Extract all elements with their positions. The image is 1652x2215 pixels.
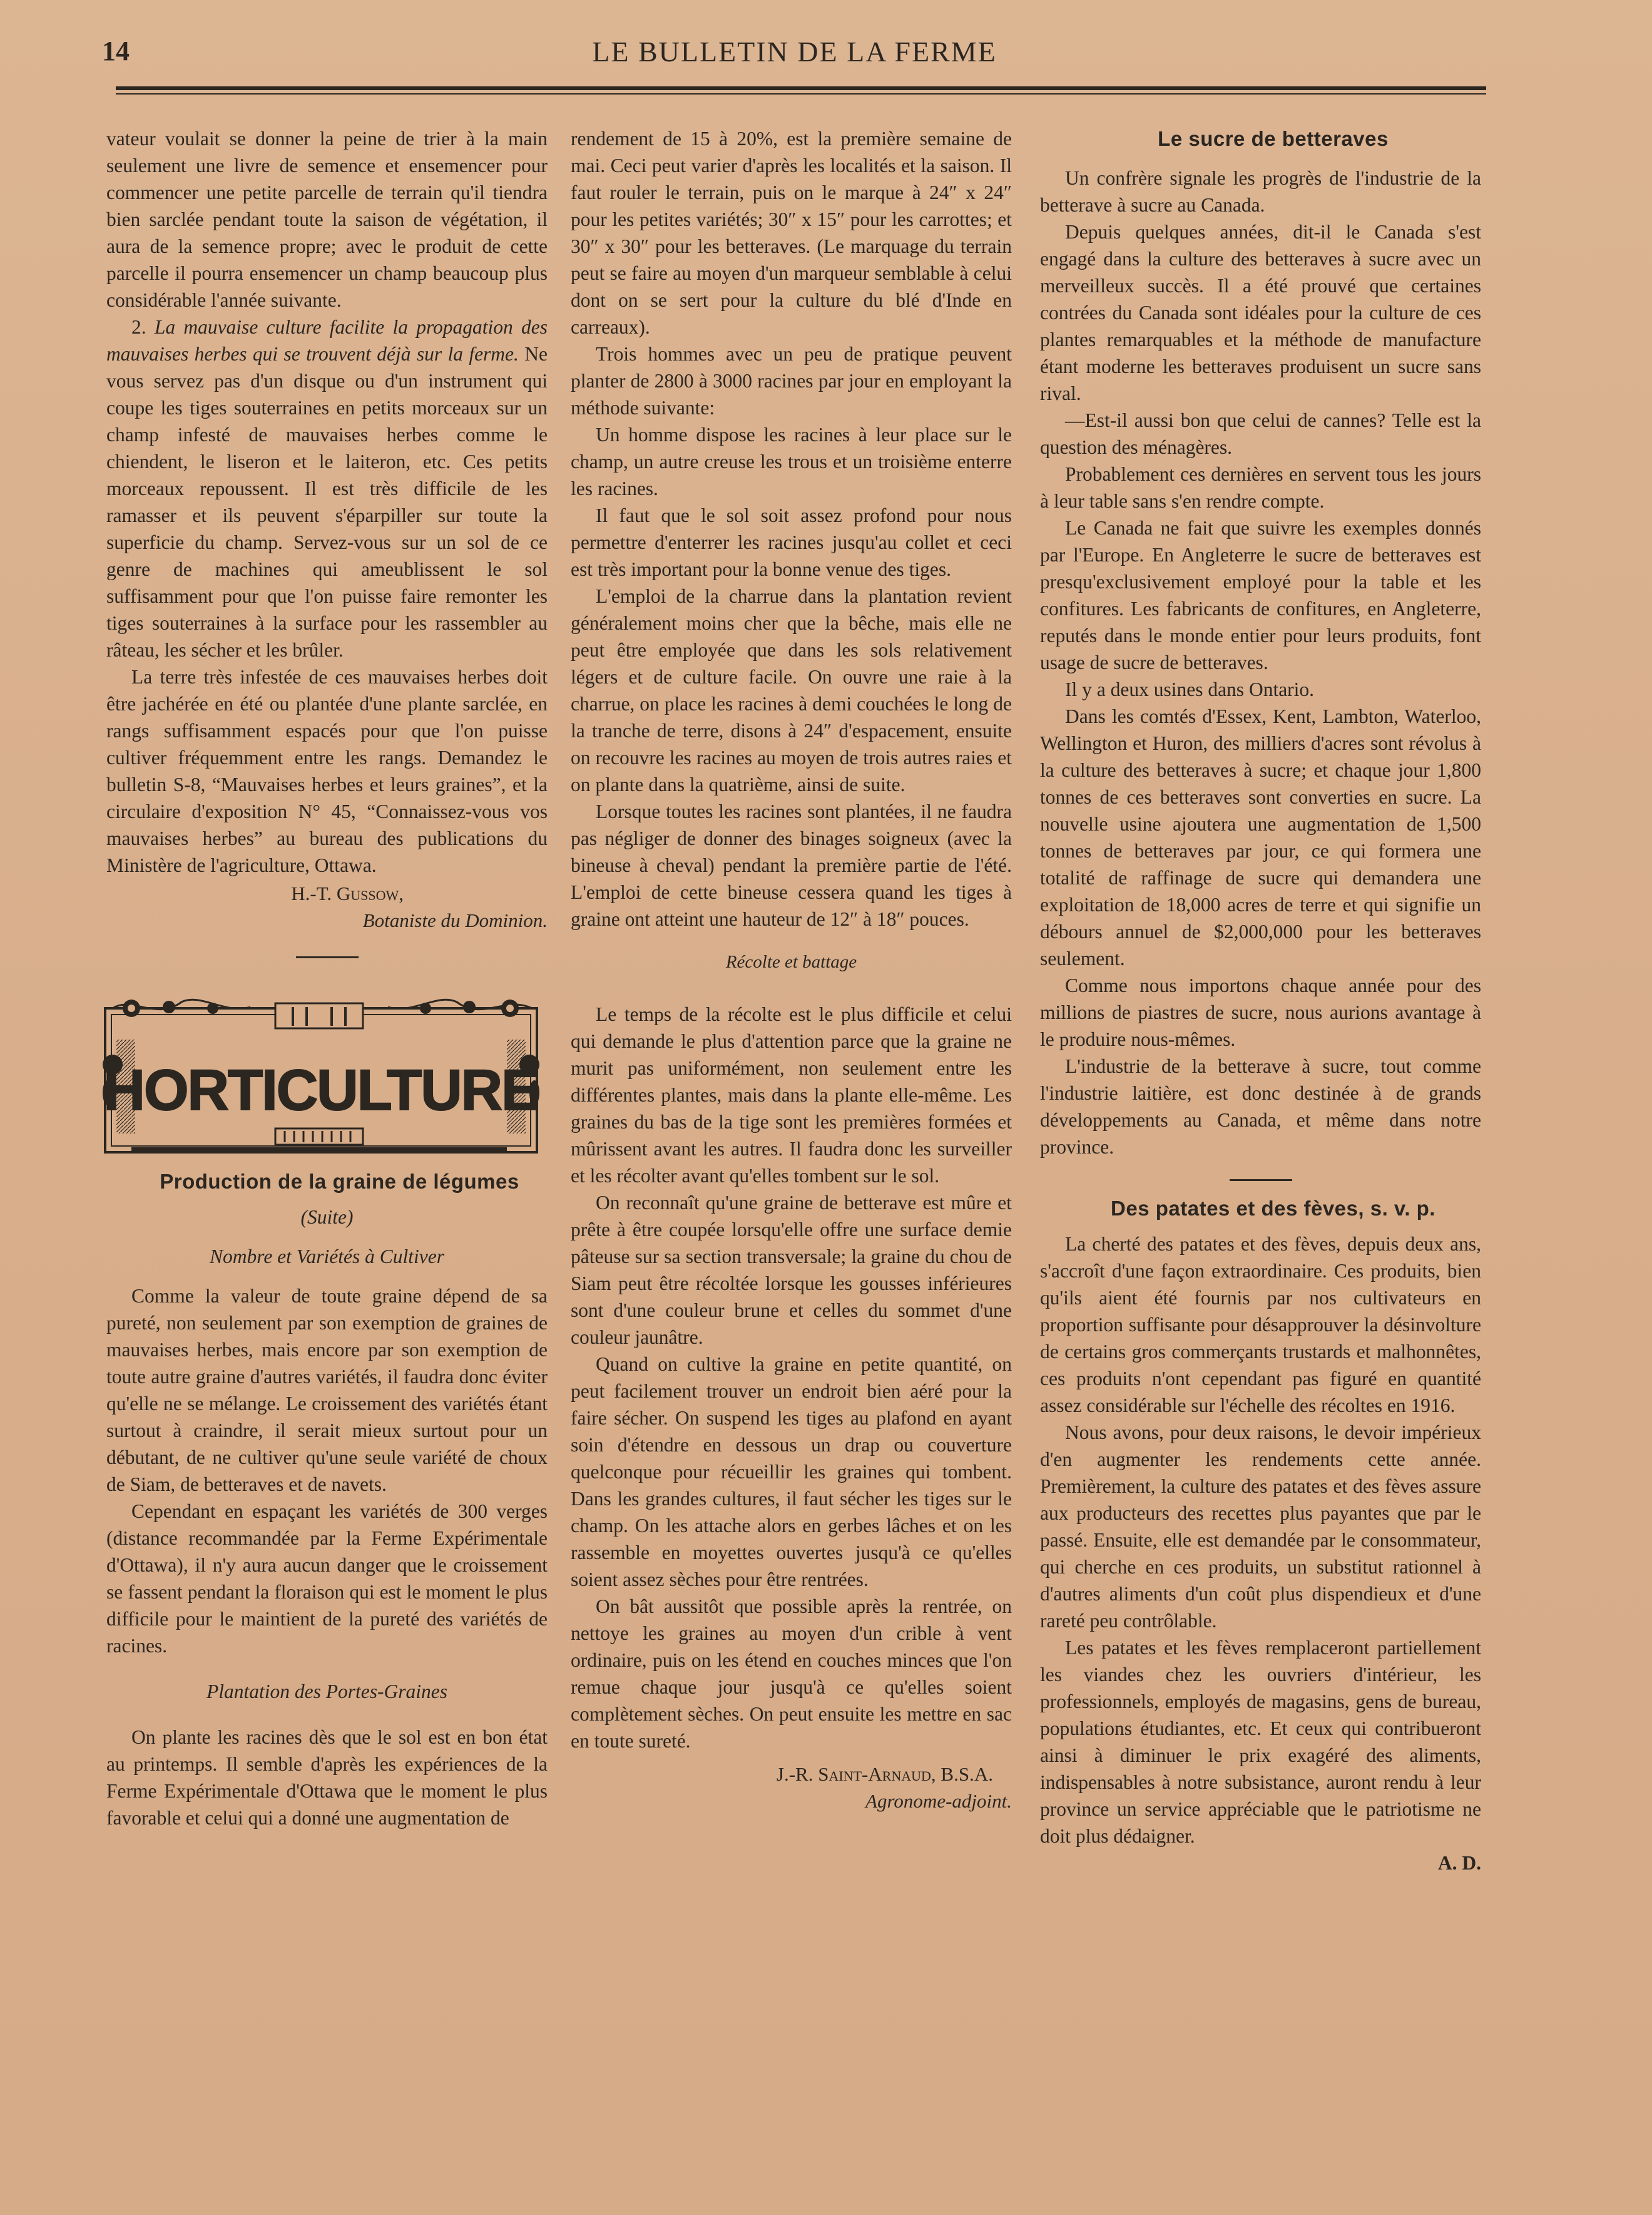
paragraph: vateur voulait se donner la peine de trier à la main seulement une livre de semence et ensemencer pour commencer une petite parcelle de terrain qu'il tiendra bien sarclée pendant toute la saison de végétation, il aura de la semence propre; avec le produit de cette parcelle il pourra ensemencer un champ beaucoup plus considérable l'année suivante.	[106, 128, 548, 311]
signature-name: H.-T. Gussow,	[291, 882, 404, 904]
banner-word: HORTICULTURE	[103, 1058, 539, 1122]
paragraph: Lorsque toutes les racines sont plantées, il ne faudra pas négliger de donner des binages soigneux (avec la bineuse à cheval) pendant la première partie de l'été. L'emploi de cette bineuse cessera quand les tiges à graine ont atteint une hauteur de 12″ à 18″ pouces.	[571, 801, 1012, 930]
signature-role: Botaniste du Dominion.	[362, 909, 548, 931]
paragraph: Comme nous importons chaque année pour des millions de piastres de sucre, nous aurions avantage à le produire nous-mêmes.	[1040, 974, 1481, 1050]
paragraph: L'emploi de la charrue dans la plantation revient généralement moins cher que la bêche, mais elle ne peut être employée que dans les sols relativement légers et de culture facile. On ouvre une raie à la charrue, on place les racines à demi couchées le long de la tranche de terre, disons à 24″ d'espacement, ensuite on recouvre les racines au moyen de trois autres raies et on plante dans la quatrième, ainsi de suite.	[571, 585, 1012, 795]
paragraph: Nous avons, pour deux raisons, le devoir impérieux d'en augmenter les rendements cette année. Premièrement, la culture des patates et des fèves assure aux producteurs des recettes plus payantes que par le passé. Ensuite, elle est demandée par le consommateur, qui cherche en ces produits, un substitut rationnel à d'autres aliments d'un coût plus dispendieux et d'une rareté peu contrôlable.	[1040, 1421, 1481, 1632]
author-initials: A. D.	[1437, 1852, 1481, 1874]
paragraph: On reconnaît qu'une graine de betterave est mûre et prête à être coupée lorsqu'elle offre une surface demie pâteuse sur sa section transversale; la graine du chou de Siam peut être récoltée lorsque les gousses inférieures sont d'une couleur brune et celles du sommet d'une couleur jaunâtre.	[571, 1192, 1012, 1348]
publication-title: LE BULLETIN DE LA FERME	[592, 36, 997, 68]
column-2	[571, 125, 1012, 1814]
page-header	[102, 33, 1487, 76]
signature	[106, 880, 548, 934]
column-1	[103, 125, 548, 1831]
article-title: Production de la graine de légumes	[160, 1170, 519, 1193]
list-number: 2.	[131, 316, 146, 338]
paragraph: —Est-il aussi bon que celui de cannes? Telle est la question des ménagères.	[1040, 409, 1481, 458]
paragraph: Depuis quelques années, dit-il le Canada s'est engagé dans la culture des betteraves à sucre avec un merveilleux succès. Il a été prouvé que certaines contrées du Canada sont idéales pour la culture de ces plantes remarquables et la méthode de manufacture étant moderne les betteraves produisent un sucre sans rival.	[1040, 221, 1481, 404]
paragraph: Dans les comtés d'Essex, Kent, Lambton, Waterloo, Wellington et Huron, des milliers d'acres sont révolus à la culture des betteraves à sucre; et chaque jour 1,800 tonnes de ces betteraves sont converties en sucre. La nouvelle usine ajoutera une augmentation de 1,500 tonnes de betteraves par jour, ce qui formera une totalité de raffinage de sucre qui demandera une exploitation de 18,000 acres de terre et qui signifie un débours annuel de $2,000,000 pour les betteraves seulement.	[1040, 705, 1481, 969]
column-3	[1040, 125, 1481, 1876]
signature	[571, 1761, 1012, 1814]
header-rule	[116, 86, 1486, 95]
paragraph: rendement de 15 à 20%, est la première semaine de mai. Ceci peut varier d'après les localités et la saison. Il faut rouler le terrain, puis on le marque à 24″ x 24″ pour les petites variétés; 30″ x 15″ pour les carrottes; et 30″ x 30″ pour les betteraves. (Le marquage du terrain peut se faire au moyen d'un marqueur semblable à celui dont on se sert pour la culture du blé d'Inde en carreaux).	[571, 128, 1012, 338]
paragraph: Comme la valeur de toute graine dépend de sa pureté, non seulement par son exemption de graines de mauvaises herbes, mais encore par son exemption de toute autre graine d'autres variétés, il faudra donc éviter qu'elle ne se mélange. Le croissement des variétés étant surtout à craindre, il serait mieux surtout pour un débutant, de ne cultiver qu'une seule variété de choux de Siam, de betteraves et de navets.	[106, 1285, 548, 1495]
page-number: 14	[102, 36, 130, 66]
paragraph: On plante les racines dès que le sol est en bon état au printemps. Il semble d'après les expériences de la Ferme Expérimentale d'Ottawa que le moment le plus favorable et celui qui a donné une augmentation de	[106, 1726, 548, 1829]
paragraph: La terre très infestée de ces mauvaises herbes doit être jachérée en été ou plantée d'une plante sarclée, en rangs suffisamment espacés pour que l'on puisse cultiver fréquemment entre les rangs. Demandez le bulletin S-8, “Mauvaises herbes et leurs graines”, et la circulaire d'exposition N° 45, “Connaissez-vous vos mauvaises herbes” au bureau des publications du Ministère de l'agriculture, Ottawa.	[106, 666, 548, 876]
article-title: Des patates et des fèves, s. v. p.	[1111, 1197, 1435, 1220]
paragraph: Quand on cultive la graine en petite quantité, on peut facilement trouver un endroit bien aéré pour la faire sécher. On suspend les tiges au plafond en ayant soin d'étendre en dessous un drap ou couverture quelconque pour récueillir les graines qui tombent. Dans les grandes cultures, il faut sécher les tiges sur le champ. On les attache alors en gerbes lâches et on les rassemble en moyettes ouvertes jusqu'à ce qu'elles soient assez sèches pour être rentrées.	[571, 1353, 1012, 1590]
paragraph: Le temps de la récolte est le plus difficile et celui qui demande le plus d'attention parce que la graine ne murit pas uniformément, non seulement entre les différentes plantes, mais dans la plante elle-même. Les graines du bas de la tige sont les premières formées et mûrissent avant les autres. Il faudra donc les surveiller et les récolter avant qu'elles tombent sur le sol.	[571, 1003, 1012, 1187]
paragraph: Les patates et les fèves remplaceront partiellement les viandes chez les ouvriers d'intérieur, les professionnels, employés de magasins, gens de bureau, populations étudiantes, etc. Et ceux qui contribueront ainsi à diminuer le prix exagéré des aliments, indispensables à notre subsistance, auront rendu à leur province un service appréciable que le patriotisme ne doit plus dédaigner.	[1040, 1637, 1481, 1847]
paragraph: Trois hommes avec un peu de pratique peuvent planter de 2800 à 3000 racines par jour en employant la méthode suivante:	[571, 343, 1012, 419]
paragraph: Cependant en espaçant les variétés de 300 verges (distance recommandée par la Ferme Expérimentale d'Ottawa), il n'y aura aucun danger que le croissement se fassent pendant la floraison qui est le moment le plus difficile pour le maintient de la pureté des variétés de racines.	[106, 1500, 548, 1657]
paragraph: Le Canada ne fait que suivre les exemples donnés par l'Europe. En Angleterre le sucre de betteraves est presqu'exclusivement employé pour la table et les confitures. Les fabricants de confitures, en Angleterre, reputés dans le monde entier pour leurs produits, font usage de sucre de betteraves.	[1040, 517, 1481, 673]
article-title: Le sucre de betteraves	[1158, 127, 1389, 150]
paragraph: Un confrère signale les progrès de l'industrie de la betterave à sucre au Canada.	[1040, 167, 1481, 216]
subsection-heading: Récolte et battage	[725, 952, 857, 972]
italic-lead: La mauvaise culture facilite la propagation des mauvaises herbes qui se trouvent déjà sur la ferme.	[106, 316, 548, 365]
paragraph: Il y a deux usines dans Ontario.	[1065, 678, 1315, 700]
paragraph: Un homme dispose les racines à leur place sur le champ, un autre creuse les trous et un troisième enterre les racines.	[571, 424, 1012, 499]
paragraph: On bât aussitôt que possible après la rentrée, on nettoye les graines au moyen d'un crible à vent ordinaire, puis on les étend en couches minces que l'on remue chaque jour jusqu'à ce qu'elles soient complètement sèches. On peut ensuite les mettre en sac en toute sureté.	[571, 1595, 1012, 1752]
paragraph: Il faut que le sol soit assez profond pour nous permettre d'enterrer les racines jusqu'au collet et ceci est très important pour la bonne venue des tiges.	[571, 504, 1012, 580]
paragraph: La cherté des patates et des fèves, depuis deux ans, s'accroît d'une façon extraordinaire. Ces produits, bien qu'ils aient été fournis par nos cultivateurs en proportion suffisante pour désapprouver la désinvolture de certains gros commerçants trustards et malhonnêtes, ces produits n'ont cependant pas figuré en quantité assez considérable sur l'échelle des récoltes en 1916.	[1040, 1233, 1481, 1416]
signature-name: J.-R. Saint-Arnaud, B.S.A.	[776, 1763, 993, 1785]
subsection-heading: Nombre et Variétés à Cultiver	[209, 1246, 445, 1267]
paragraph: Probablement ces dernières en servent tous les jours à leur table sans s'en rendre compte.	[1040, 463, 1481, 512]
signature-role: Agronome-adjoint.	[865, 1790, 1012, 1812]
article-continued: (Suite)	[300, 1206, 354, 1228]
paragraph	[106, 314, 548, 663]
paragraph: L'industrie de la betterave à sucre, tout comme l'industrie laitière, est donc destinée à de grands développements au Canada, et même dans notre province.	[1040, 1055, 1481, 1158]
horticulture-banner	[94, 990, 544, 1162]
subsection-heading: Plantation des Portes-Graines	[206, 1680, 447, 1702]
paragraph-text: Ne vous servez pas d'un disque ou d'un instrument qui coupe les tiges souterraines en petits morceaux sur un champ infesté de mauvaises herbes comme le chiendent, le liseron et le laiteron, etc. Ces petits morceaux repoussent. Il est très difficile de les ramasser et ils peuvent s'éparpiller sur toute la superficie du champ. Servez-vous sur un sol de ce genre de machines qui ameublissent le sol suffisamment pour que l'on puisse faire remonter les tiges souterraines à la surface pour les rassembler au râteau, les sécher et les brûler.	[106, 343, 548, 661]
